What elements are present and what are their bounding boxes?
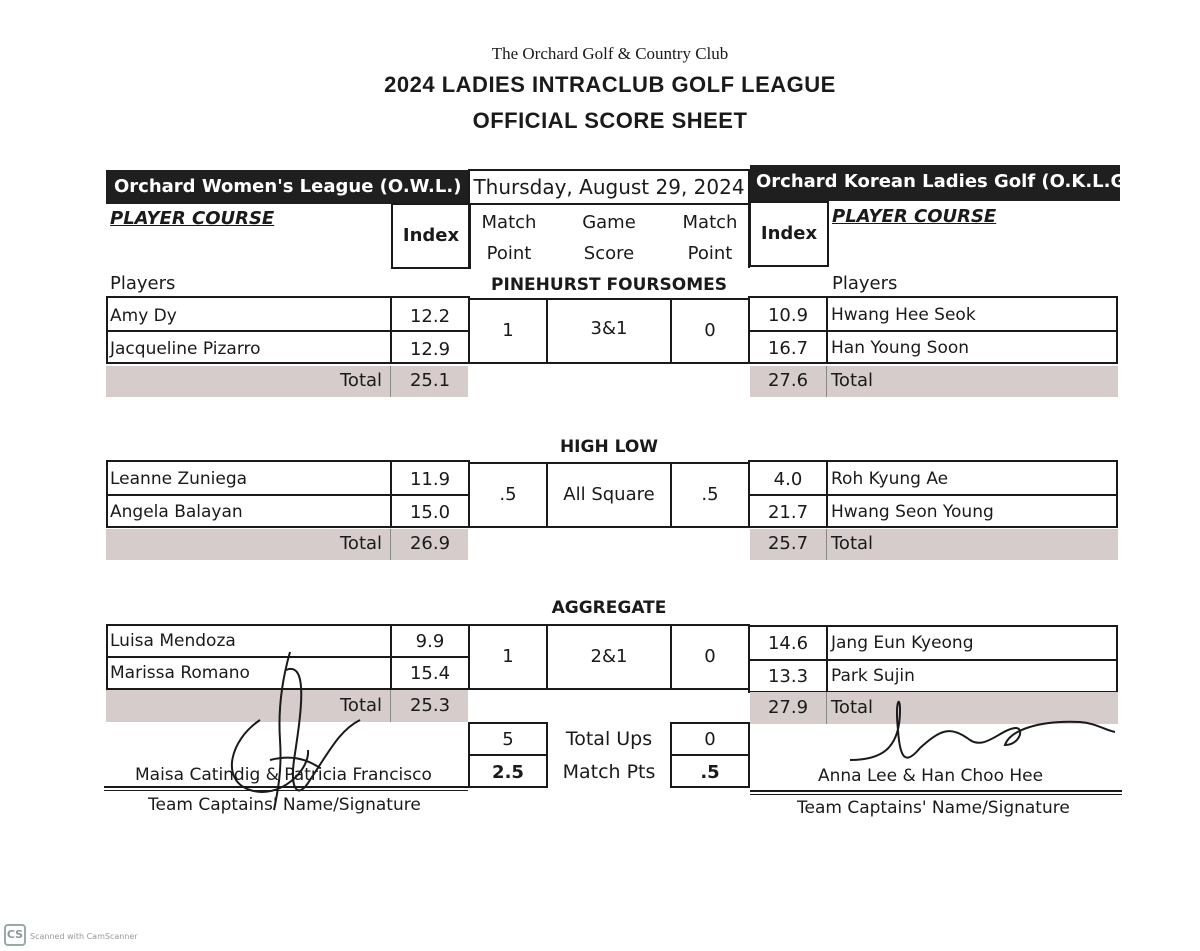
- row-divider: [748, 330, 1118, 332]
- game-score-label-1: Game: [582, 212, 636, 233]
- left-match-pts: 2.5: [492, 762, 524, 783]
- col-divider: [826, 692, 827, 724]
- player-name: Han Young Soon: [831, 338, 970, 358]
- col-divider: [748, 722, 750, 788]
- left-total-ups: 5: [502, 729, 514, 750]
- match-name: PINEHURST FOURSOMES: [491, 275, 727, 295]
- row-divider: [748, 494, 1118, 496]
- document-subtitle: OFFICIAL SCORE SHEET: [472, 108, 748, 133]
- right-team-banner: Orchard Korean Ladies Golf (O.K.L.G.): [750, 165, 1120, 201]
- signature-line: [750, 790, 1122, 792]
- left-players-label: Players: [110, 273, 176, 294]
- game-score: All Square: [563, 484, 655, 505]
- right-index-header-box: [749, 201, 829, 267]
- left-total-value: 26.9: [409, 533, 451, 554]
- left-match-point: .5: [499, 484, 517, 505]
- left-index-header: Index: [402, 225, 460, 246]
- left-signature: [220, 640, 370, 830]
- row-divider: [106, 494, 470, 496]
- left-captain-names: Maisa Catindig & Patricia Francisco: [135, 765, 432, 785]
- col-divider: [390, 366, 391, 397]
- right-match-point-header: [670, 207, 750, 269]
- player-index: 13.3: [767, 666, 809, 687]
- right-match-point: 0: [704, 646, 716, 667]
- left-match-point-label-2: Point: [486, 243, 532, 264]
- right-total-value: 27.9: [767, 697, 809, 718]
- player-name: Amy Dy: [110, 306, 177, 326]
- row-divider: [670, 754, 750, 756]
- player-name: Marissa Romano: [110, 663, 250, 683]
- right-match-point-label-2: Point: [687, 243, 733, 264]
- col-divider: [826, 529, 827, 560]
- total-label: Total: [831, 533, 874, 554]
- player-name: Angela Balayan: [110, 502, 243, 522]
- right-total-ups: 0: [704, 729, 716, 750]
- header-divider: [468, 204, 470, 268]
- row-divider: [106, 330, 470, 332]
- player-name: Hwang Hee Seok: [831, 305, 976, 325]
- game-score: 2&1: [590, 646, 628, 667]
- right-match-pts: .5: [700, 762, 720, 783]
- right-index-header: Index: [760, 223, 818, 244]
- scanner-logo-badge: CS: [4, 924, 26, 946]
- left-match-point-label-1: Match: [481, 212, 537, 233]
- player-name: Leanne Zuniega: [110, 469, 248, 489]
- player-name: Hwang Seon Young: [831, 502, 994, 522]
- scanner-watermark-text: Scanned with CamScanner: [30, 932, 138, 941]
- right-captain-label: Team Captains' Name/Signature: [797, 798, 1070, 818]
- player-index: 12.9: [409, 339, 451, 360]
- right-match-point: .5: [701, 484, 719, 505]
- player-name: Jang Eun Kyeong: [831, 633, 974, 653]
- player-name: Jacqueline Pizarro: [110, 339, 261, 359]
- player-index: 16.7: [767, 338, 809, 359]
- match-name: AGGREGATE: [551, 598, 667, 618]
- total-ups-label: Total Ups: [565, 728, 653, 750]
- total-label: Total: [831, 370, 874, 391]
- signature-line: [750, 794, 1122, 795]
- match-name: HIGH LOW: [559, 437, 659, 457]
- right-signature: [840, 690, 1120, 780]
- player-index: 4.0: [773, 469, 803, 490]
- player-name: Roh Kyung Ae: [831, 469, 949, 489]
- left-match-point: 1: [502, 320, 514, 341]
- player-index: 12.2: [409, 306, 451, 327]
- club-name: The Orchard Golf & Country Club: [491, 44, 729, 63]
- match-date: Thursday, August 29, 2024: [468, 169, 750, 205]
- col-divider: [826, 625, 828, 693]
- right-total-value: 25.7: [767, 533, 809, 554]
- total-label: Total: [340, 370, 383, 391]
- right-match-point: 0: [704, 320, 716, 341]
- right-player-course-heading: PLAYER COURSE: [832, 206, 997, 227]
- left-player-course-heading: PLAYER COURSE: [110, 208, 275, 229]
- player-name: Park Sujin: [831, 666, 915, 686]
- row-divider: [468, 754, 548, 756]
- row-divider: [748, 659, 1118, 661]
- game-score-label-2: Score: [583, 243, 635, 264]
- col-divider: [826, 296, 828, 364]
- right-match-point-label-1: Match: [682, 212, 738, 233]
- player-index: 11.9: [409, 469, 451, 490]
- left-captain-label: Team Captains' Name/Signature: [148, 795, 421, 815]
- col-divider: [390, 690, 391, 722]
- left-match-point: 1: [502, 646, 514, 667]
- header-divider: [748, 204, 750, 268]
- total-label: Total: [831, 697, 874, 718]
- player-index: 21.7: [767, 502, 809, 523]
- right-players-label: Players: [832, 273, 898, 294]
- left-team-banner: Orchard Women's League (O.W.L.): [106, 170, 468, 204]
- player-index: 10.9: [767, 305, 809, 326]
- player-index: 14.6: [767, 633, 809, 654]
- match-pts-label: Match Pts: [562, 761, 656, 783]
- document-title: 2024 LADIES INTRACLUB GOLF LEAGUE: [384, 72, 836, 97]
- player-index: 15.0: [409, 502, 451, 523]
- left-total-value: 25.1: [409, 370, 451, 391]
- col-divider: [826, 366, 827, 397]
- left-index-header-box: [391, 203, 471, 269]
- left-total-value: 25.3: [409, 695, 451, 716]
- total-label: Total: [340, 533, 383, 554]
- player-index: 15.4: [409, 663, 451, 684]
- col-divider: [390, 529, 391, 560]
- player-index: 9.9: [415, 631, 445, 652]
- right-total-value: 27.6: [767, 370, 809, 391]
- left-match-point-header: [470, 207, 548, 269]
- col-divider: [826, 460, 828, 528]
- total-label: Total: [340, 695, 383, 716]
- right-captain-names: Anna Lee & Han Choo Hee: [818, 766, 1044, 786]
- game-score-header: [548, 207, 670, 269]
- player-name: Luisa Mendoza: [110, 631, 236, 651]
- game-score: 3&1: [590, 318, 628, 339]
